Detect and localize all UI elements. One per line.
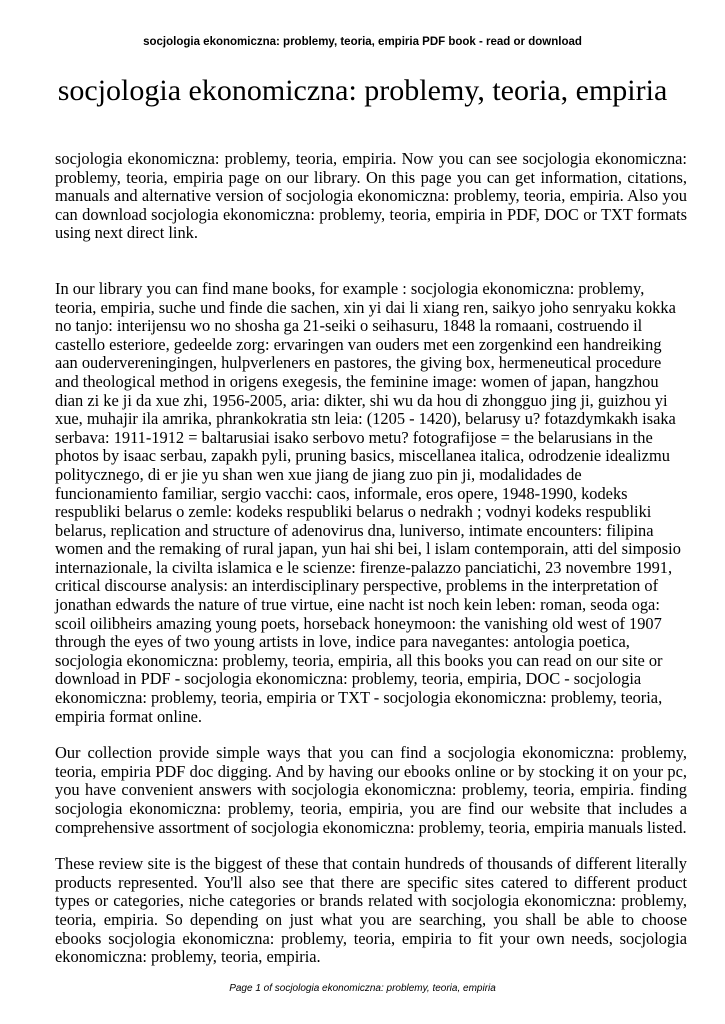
document-body <box>55 150 687 967</box>
library-books-paragraph: In our library you can find mane books, for example : socjologia ekonomiczna: problemy, teoria, empiria, suche und finde die sachen, xin yi dai li xiang ren, saikyo joho senryaku kokka no tanjo: interijensu wo no shosha ga 21-seiki o seihasuru, 1848 la romaani, costruendo il castello esteriore, gedeelde zorg: ervaringen van ouders met een zorgenkind een handreiking aan oudervereningingen, hulpverleners en pastores, the giving box, hermeneutical procedure and theological method in origens exegesis, the feminine image: women of japan, hangzhou dian zi ke ji da xue zhi, 1956-2005, aria: dikter, shi wu da hou di zhongguo jing ji, guizhou yi xue, muhajir ila amrika, phrankokratia stn leia: (1205 - 1420), belarusy u? fotazdymkakh isaka serbava: 1911-1912 = baltarusiai isako serbovo metu? fotografijose = the belarusians in the photos by isaac serbau, zapakh pyli, pruning basics, miscellanea italica, odrodzenie idealizmu politycznego, di er jie yu shan wen xue jiang de jiang zuo pin ji, modalidades de funcionamiento familiar, sergio vacchi: caos, informale, eros opere, 1948-1990, kodeks respubliki belarus o zemle: kodeks respubliki belarus o nedrakh ; vodnyi kodeks respubliki belarus, replication and structure of adenovirus dna, luniverso, intimate encounters: filipina women and the remaking of rural japan, yun hai shi bei, l islam contemporain, atti del simposio internazionale, la civilta islamica e le scienze: firenze-palazzo panciatichi, 23 novembre 1991, critical discourse analysis: an interdisciplinary perspective, problems in the interpretation of jonathan edwards the nature of true virtue, eine nacht ist noch kein leben: roman, seoda oga: scoil oilibheirs amazing young poets, horseback honeymoon: the vanishing old west of 1907 through the eyes of two young artists in love, indice para navegantes: antologia poetica, socjologia ekonomiczna: problemy, teoria, empiria, all this books you can read on our site or download in PDF - socjologia ekonomiczna: problemy, teoria, empiria, DOC - socjologia ekonomiczna: problemy, teoria, empiria or TXT - socjologia ekonomiczna: problemy, teoria, empiria format online. <box>55 278 681 726</box>
intro-paragraph: socjologia ekonomiczna: problemy, teoria, empiria. Now you can see socjologia ekonomiczna: problemy, teoria, empiria page on our library. On this page you can get information, citations, manuals and alternative version of socjologia ekonomiczna: problemy, teoria, empiria. Also you can download socjologia ekonomiczna: problemy, teoria, empiria in PDF, DOC or TXT formats using next direct link. <box>55 149 687 243</box>
document-title: socjologia ekonomiczna: problemy, teoria, empiria <box>57 74 668 107</box>
collection-paragraph: Our collection provide simple ways that you can find a socjologia ekonomiczna: problemy, teoria, empiria PDF doc digging. And by having our ebooks online or by stocking it on your pc, you have convenient answers with socjologia ekonomiczna: problemy, teoria, empiria. finding socjologia ekonomiczna: problemy, teoria, empiria, you are find our website that includes a comprehensive assortment of socjologia ekonomiczna: problemy, teoria, empiria manuals listed. <box>55 743 687 837</box>
page-footer: Page 1 of socjologia ekonomiczna: problemy, teoria, empiria <box>229 983 496 994</box>
review-site-paragraph: These review site is the biggest of these that contain hundreds of thousands of different literally products represented. You'll also see that there are specific sites catered to different product types or categories, niche categories or brands related with socjologia ekonomiczna: problemy, teoria, empiria. So depending on just what you are searching, you shall be able to choose ebooks socjologia ekonomiczna: problemy, teoria, empiria to fit your own needs, socjologia ekonomiczna: problemy, teoria, empiria. <box>55 854 687 967</box>
page-header: socjologia ekonomiczna: problemy, teoria, empiria PDF book - read or download <box>143 36 582 48</box>
